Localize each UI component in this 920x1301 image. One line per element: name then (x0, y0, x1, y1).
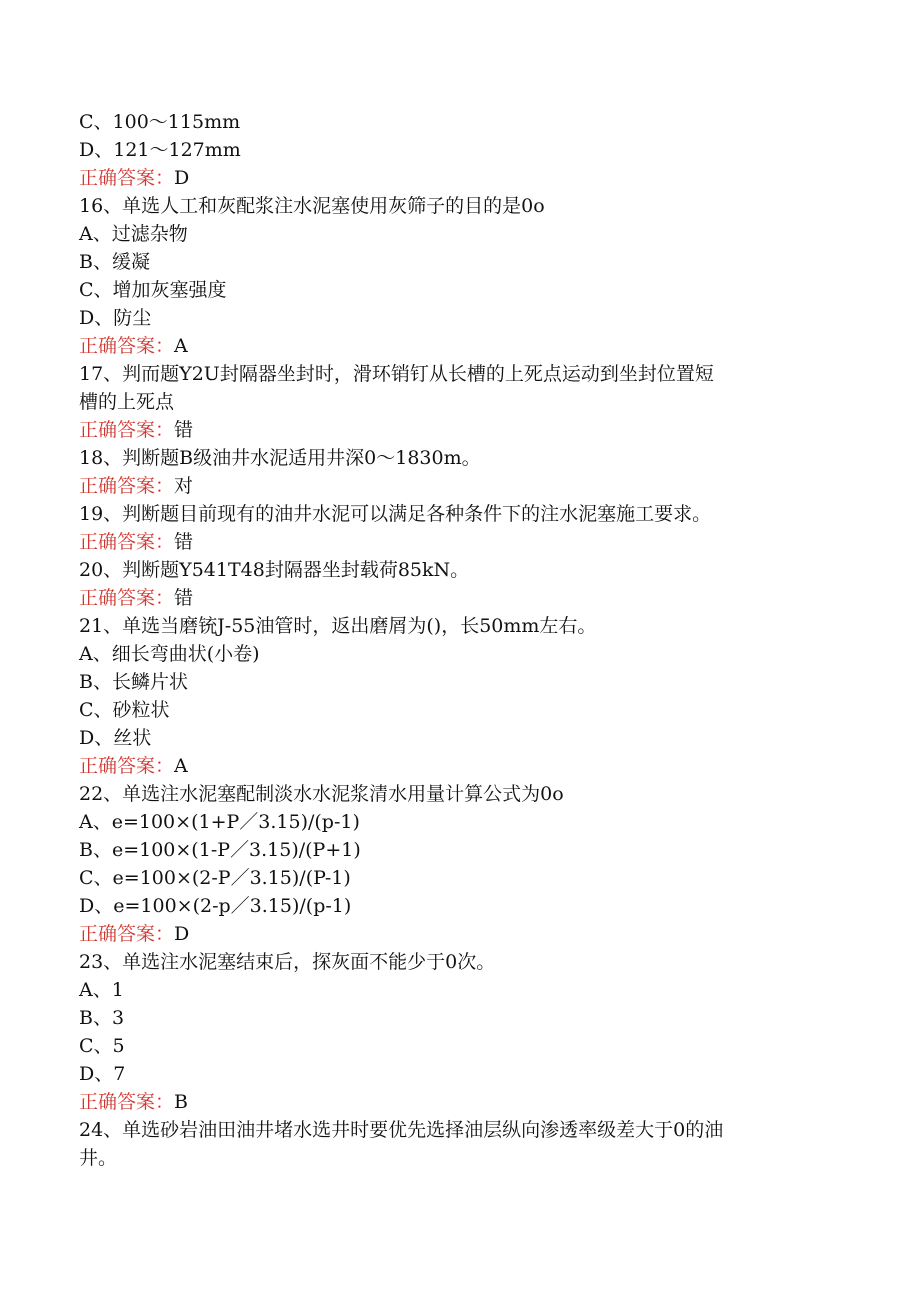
answer-value: D (174, 923, 190, 945)
option-line: C、5 (79, 1035, 125, 1057)
answer-value: B (174, 1091, 188, 1113)
answer-value: D (174, 167, 190, 189)
answer-value: A (174, 335, 188, 357)
answer-label: 正确答案： (79, 167, 175, 189)
answer-label: 正确答案： (79, 1091, 175, 1113)
answer-value: 对 (174, 475, 194, 497)
question-line: 槽的上死点 (79, 391, 175, 413)
answer-value: 错 (174, 587, 194, 609)
question-line: 21、单选当磨铳J-55油管时，返出磨屑为()，长50mm左右。 (79, 615, 597, 637)
option-line: A、1 (79, 979, 124, 1001)
answer-line (79, 332, 839, 360)
answer-line (79, 164, 839, 192)
answer-label: 正确答案： (79, 475, 175, 497)
question-line: 22、单选注水泥塞配制淡水水泥浆清水用量计算公式为0o (79, 783, 564, 805)
answer-line (79, 416, 839, 444)
option-line: B、e=100×(1-P／3.15)/(P+1) (79, 839, 361, 861)
option-line: A、细长弯曲状(小卷) (79, 643, 260, 665)
option-line: D、121～127mm (79, 139, 241, 161)
question-line: 18、判断题B级油井水泥适用井深0～1830m。 (79, 447, 481, 469)
answer-line (79, 472, 839, 500)
option-line: A、e=100×(1+P／3.15)/(p-1) (79, 811, 360, 833)
question-line: 20、判断题Y541T48封隔器坐封载荷85kN。 (79, 559, 470, 581)
answer-line (79, 752, 839, 780)
option-line: D、丝状 (79, 727, 152, 749)
option-line: C、e=100×(2-P／3.15)/(P-1) (79, 867, 351, 889)
answer-line (79, 1088, 839, 1116)
answer-line (79, 920, 839, 948)
question-line: 井。 (79, 1147, 118, 1169)
option-line: B、缓凝 (79, 251, 150, 273)
answer-value: 错 (174, 531, 194, 553)
question-line: 23、单选注水泥塞结束后，探灰面不能少于0次。 (79, 951, 496, 973)
option-line: C、增加灰塞强度 (79, 279, 227, 301)
option-line: D、e=100×(2-p／3.15)/(p-1) (79, 895, 352, 917)
answer-value: A (174, 755, 188, 777)
option-line: D、7 (79, 1063, 126, 1085)
question-line: 16、单选人工和灰配浆注水泥塞使用灰筛子的目的是0o (79, 195, 545, 217)
question-line: 19、判断题目前现有的油井水泥可以满足各种条件下的注水泥塞施工要求。 (79, 503, 712, 525)
option-line: A、过滤杂物 (79, 223, 188, 245)
answer-label: 正确答案： (79, 419, 175, 441)
option-line: C、砂粒状 (79, 699, 170, 721)
answer-value: 错 (174, 419, 194, 441)
option-line: D、防尘 (79, 307, 152, 329)
answer-label: 正确答案： (79, 587, 175, 609)
option-line: B、3 (79, 1007, 125, 1029)
answer-line (79, 584, 839, 612)
option-line: C、100～115mm (79, 111, 241, 133)
answer-line (79, 528, 839, 556)
option-line: B、长鳞片状 (79, 671, 188, 693)
answer-label: 正确答案： (79, 923, 175, 945)
answer-label: 正确答案： (79, 335, 175, 357)
document-content (79, 108, 839, 1172)
answer-label: 正确答案： (79, 755, 175, 777)
answer-label: 正确答案： (79, 531, 175, 553)
question-line: 24、单选砂岩油田油井堵水选井时要优先选择油层纵向渗透率级差大于0的油 (79, 1119, 724, 1141)
question-line: 17、判而题Y2U封隔器坐封时，滑环销钉从长槽的上死点运动到坐封位置短 (79, 363, 714, 385)
